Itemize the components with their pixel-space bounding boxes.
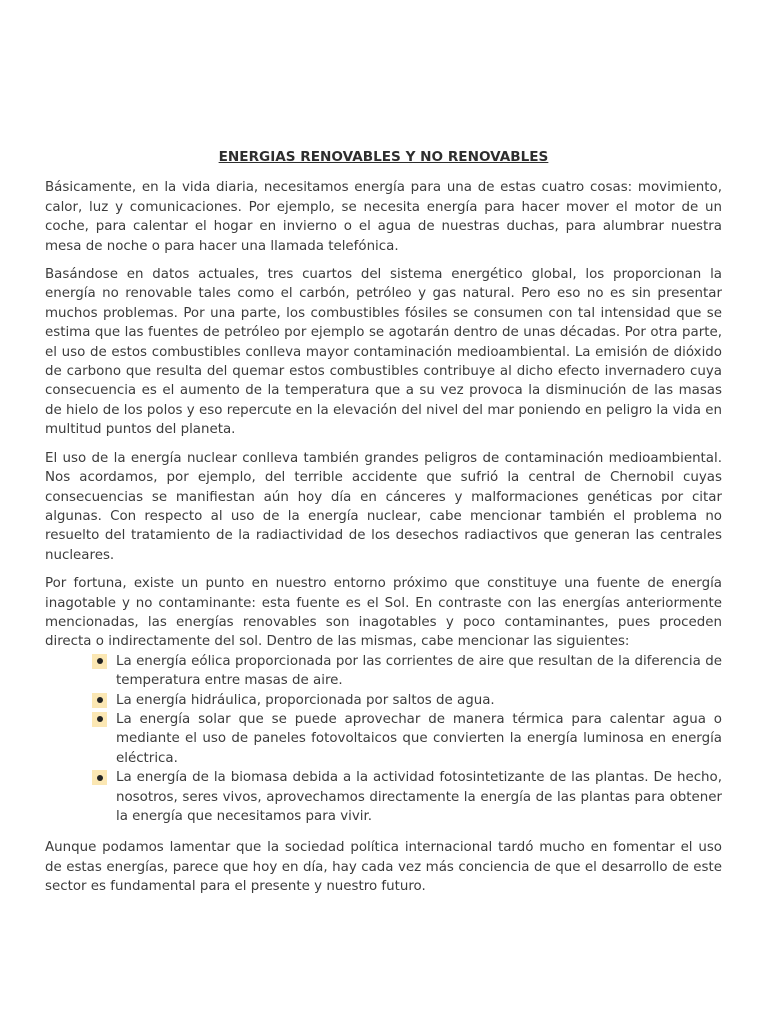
paragraph-intro: Básicamente, en la vida diaria, necesitamos energía para una de estas cuatro cosas: movimiento, calor, luz y comunicaciones. Por ejemplo, se necesita energía para hacer mover el motor de un coche, para calentar el hogar en invierno o el agua de nuestras duchas, para alumbrar nuestra mesa de noche o para hacer una llamada telefónica.: [45, 180, 722, 254]
paragraph-nuclear: El uso de la energía nuclear conlleva también grandes peligros de contaminación medioambiental. Nos acordamos, por ejemplo, del terrible accidente que sufrió la central de Chernobil cuyas consecuencias se manifiestan aún hoy día en cánceres y malformaciones genéticas por citar algunas. Con respecto al uso de la energía nuclear, cabe mencionar también el problema no resuelto del tratamiento de la radiactividad de los desechos radiactivos que generan las centrales nucleares.: [45, 450, 722, 563]
list-item-biomass: [116, 768, 722, 826]
list-item-solar: [116, 710, 722, 768]
document-title: ENERGIAS RENOVABLES Y NO RENOVABLES: [218, 149, 549, 165]
list-item-text: La energía solar que se puede aprovechar de manera térmica para calentar agua o mediante el uso de paneles fotovoltaicos que convierten la energía luminosa en energía eléctrica.: [116, 711, 722, 766]
document-page: [45, 148, 722, 906]
bullet-dot-icon: [92, 693, 107, 708]
list-item-wind: [116, 652, 722, 691]
bullet-dot-icon: [92, 654, 107, 669]
list-item-text: La energía de la biomasa debida a la actividad fotosintetizante de las plantas. De hecho, nosotros, seres vivos, aprovechamos directamente la energía de las plantas para obtener la energía que necesitamos para vivir.: [116, 770, 722, 824]
bullet-dot-icon: [92, 770, 107, 785]
list-item-text: La energía eólica proporcionada por las corrientes de aire que resultan de la diferencia de temperatura entre masas de aire.: [116, 653, 722, 689]
bullet-dot-icon: [92, 712, 107, 727]
paragraph-non-renewable: Basándose en datos actuales, tres cuartos del sistema energético global, los proporcionan la energía no renovable tales como el carbón, petróleo y gas natural. Pero eso no es sin presentar muchos problemas. Por una parte, los combustibles fósiles se consumen con tal intensidad que se estima que las fuentes de petróleo por ejemplo se agotarán dentro de unas décadas. Por otra parte, el uso de estos combustibles conlleva mayor contaminación medioambiental. La emisión de dióxido de carbono que resulta del quemar estos combustibles contribuye al dicho efecto invernadero cuya consecuencia es el aumento de la temperatura que a su vez provoca la disminución de las masas de hielo de los polos y eso repercute en la elevación del nivel del mar poniendo en peligro la vida en multitud puntos del planeta.: [45, 267, 722, 438]
paragraph-renewable: Por fortuna, existe un punto en nuestro entorno próximo que constituye una fuente de energía inagotable y no contaminante: esta fuente es el Sol. En contraste con las energías anteriormente mencionadas, las energías renovables son inagotables y poco contaminantes, pues proceden directa o indirectamente del sol. Dentro de las mismas, cabe mencionar las siguientes:: [45, 576, 722, 650]
list-item-text: La energía hidráulica, proporcionada por saltos de agua.: [116, 692, 495, 708]
renewable-energy-list: [45, 652, 722, 827]
list-item-hydraulic: [116, 691, 722, 710]
paragraph-closing: Aunque podamos lamentar que la sociedad política internacional tardó mucho en fomentar el uso de estas energías, parece que hoy en día, hay cada vez más conciencia de que el desarrollo de este sector es fundamental para el presente y nuestro futuro.: [45, 840, 722, 895]
